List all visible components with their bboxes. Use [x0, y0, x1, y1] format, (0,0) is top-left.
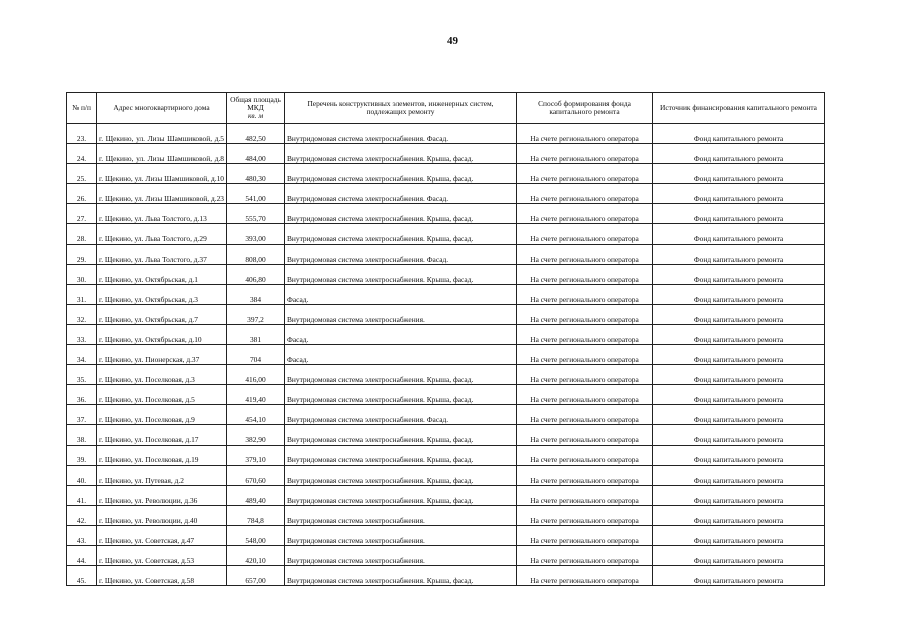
row-source: Фонд капитального ремонта	[653, 485, 825, 505]
row-number: 45.	[67, 566, 97, 586]
row-address: г. Щекино, ул. Поселковая, д.19	[97, 445, 227, 465]
row-address: г. Щекино, ул. Лизы Шамшиковой, д.8	[97, 144, 227, 164]
table-row	[67, 566, 825, 586]
row-source: Фонд капитального ремонта	[653, 204, 825, 224]
row-area: 406,80	[227, 264, 285, 284]
row-area: 784,8	[227, 505, 285, 525]
row-address: г. Щекино, ул. Поселковая, д.17	[97, 425, 227, 445]
row-elements: Внутридомовая система электроснабжения. Крыша, фасад.	[285, 365, 517, 385]
row-elements: Внутридомовая система электроснабжения. Фасад.	[285, 244, 517, 264]
row-method: На счете регионального оператора	[517, 124, 653, 144]
row-source: Фонд капитального ремонта	[653, 405, 825, 425]
row-elements: Фасад.	[285, 345, 517, 365]
row-address: г. Щекино, ул. Октябрьская, д.10	[97, 324, 227, 344]
row-source: Фонд капитального ремонта	[653, 164, 825, 184]
row-method: На счете регионального оператора	[517, 405, 653, 425]
header-address: Адрес многоквартирного дома	[97, 93, 227, 124]
header-area-label: Общая площадь МКД	[230, 94, 281, 112]
row-area: 420,10	[227, 545, 285, 565]
table-row	[67, 304, 825, 324]
table-row	[67, 204, 825, 224]
row-area: 416,00	[227, 365, 285, 385]
row-method: На счете регионального оператора	[517, 385, 653, 405]
row-number: 38.	[67, 425, 97, 445]
table-row	[67, 184, 825, 204]
row-area: 379,10	[227, 445, 285, 465]
table-row	[67, 264, 825, 284]
row-method: На счете регионального оператора	[517, 164, 653, 184]
row-method: На счете регионального оператора	[517, 566, 653, 586]
row-method: На счете регионального оператора	[517, 465, 653, 485]
row-address: г. Щекино, ул. Октябрьская, д.7	[97, 304, 227, 324]
row-number: 31.	[67, 284, 97, 304]
row-method: На счете регионального оператора	[517, 365, 653, 385]
row-area: 419,40	[227, 385, 285, 405]
row-number: 40.	[67, 465, 97, 485]
header-elements: Перечень конструктивных элементов, инженерных систем, подлежащих ремонту	[285, 93, 517, 124]
row-number: 36.	[67, 385, 97, 405]
row-source: Фонд капитального ремонта	[653, 345, 825, 365]
row-elements: Внутридомовая система электроснабжения.	[285, 525, 517, 545]
row-address: г. Щекино, ул. Лизы Шамшиковой, д.5	[97, 124, 227, 144]
table-row	[67, 505, 825, 525]
row-method: На счете регионального оператора	[517, 445, 653, 465]
row-elements: Внутридомовая система электроснабжения.	[285, 545, 517, 565]
table-row	[67, 445, 825, 465]
row-address: г. Щекино, ул. Октябрьская, д.1	[97, 264, 227, 284]
row-method: На счете регионального оператора	[517, 345, 653, 365]
repair-registry-table	[66, 92, 825, 586]
table-row	[67, 465, 825, 485]
row-number: 37.	[67, 405, 97, 425]
row-address: г. Щекино, ул. Советская, д.47	[97, 525, 227, 545]
row-area: 808,00	[227, 244, 285, 264]
row-method: На счете регионального оператора	[517, 144, 653, 164]
row-source: Фонд капитального ремонта	[653, 445, 825, 465]
row-elements: Внутридомовая система электроснабжения.	[285, 505, 517, 525]
row-source: Фонд капитального ремонта	[653, 505, 825, 525]
row-elements: Внутридомовая система электроснабжения. Крыша, фасад.	[285, 264, 517, 284]
row-area: 382,90	[227, 425, 285, 445]
row-address: г. Щекино, ул. Лизы Шамшиковой, д.23	[97, 184, 227, 204]
header-source: Источник финансирования капитального ремонта	[653, 93, 825, 124]
row-method: На счете регионального оператора	[517, 284, 653, 304]
row-number: 29.	[67, 244, 97, 264]
row-area: 555,70	[227, 204, 285, 224]
row-method: На счете регионального оператора	[517, 264, 653, 284]
row-number: 25.	[67, 164, 97, 184]
row-number: 30.	[67, 264, 97, 284]
row-number: 42.	[67, 505, 97, 525]
row-area: 482,50	[227, 124, 285, 144]
row-address: г. Щекино, ул. Революции, д.36	[97, 485, 227, 505]
row-elements: Внутридомовая система электроснабжения. Крыша, фасад.	[285, 144, 517, 164]
row-area: 397,2	[227, 304, 285, 324]
row-source: Фонд капитального ремонта	[653, 124, 825, 144]
row-elements: Внутридомовая система электроснабжения. Крыша, фасад.	[285, 164, 517, 184]
row-number: 24.	[67, 144, 97, 164]
row-elements: Внутридомовая система электроснабжения. Крыша, фасад.	[285, 224, 517, 244]
row-source: Фонд капитального ремонта	[653, 304, 825, 324]
row-source: Фонд капитального ремонта	[653, 385, 825, 405]
row-address: г. Щекино, ул. Поселковая, д.5	[97, 385, 227, 405]
row-number: 44.	[67, 545, 97, 565]
row-area: 541,00	[227, 184, 285, 204]
table-row	[67, 164, 825, 184]
table-row	[67, 124, 825, 144]
table-row	[67, 324, 825, 344]
row-address: г. Щекино, ул. Льва Толстого, д.29	[97, 224, 227, 244]
row-elements: Фасад.	[285, 324, 517, 344]
table-row	[67, 345, 825, 365]
row-number: 41.	[67, 485, 97, 505]
row-address: г. Щекино, ул. Революции, д.40	[97, 505, 227, 525]
row-method: На счете регионального оператора	[517, 545, 653, 565]
row-method: На счете регионального оператора	[517, 184, 653, 204]
page-number: 49	[447, 35, 458, 47]
row-source: Фонд капитального ремонта	[653, 566, 825, 586]
row-number: 28.	[67, 224, 97, 244]
table-row	[67, 385, 825, 405]
row-elements: Внутридомовая система электроснабжения. Фасад.	[285, 124, 517, 144]
row-method: На счете регионального оператора	[517, 485, 653, 505]
row-number: 26.	[67, 184, 97, 204]
header-num: № п/п	[67, 93, 97, 124]
row-elements: Внутридомовая система электроснабжения. Фасад.	[285, 405, 517, 425]
row-method: На счете регионального оператора	[517, 324, 653, 344]
row-number: 34.	[67, 345, 97, 365]
row-method: На счете регионального оператора	[517, 304, 653, 324]
row-area: 454,10	[227, 405, 285, 425]
row-address: г. Щекино, ул. Льва Толстого, д.13	[97, 204, 227, 224]
table-row	[67, 405, 825, 425]
row-address: г. Щекино, ул. Поселковая, д.3	[97, 365, 227, 385]
row-method: На счете регионального оператора	[517, 525, 653, 545]
row-elements: Внутридомовая система электроснабжения.	[285, 304, 517, 324]
row-area: 489,40	[227, 485, 285, 505]
row-elements: Внутридомовая система электроснабжения. Крыша, фасад.	[285, 204, 517, 224]
row-number: 43.	[67, 525, 97, 545]
row-source: Фонд капитального ремонта	[653, 284, 825, 304]
row-area: 670,60	[227, 465, 285, 485]
row-address: г. Щекино, ул. Октябрьская, д.3	[97, 284, 227, 304]
table-header-row	[67, 93, 825, 124]
row-source: Фонд капитального ремонта	[653, 224, 825, 244]
table-row	[67, 365, 825, 385]
row-area: 381	[227, 324, 285, 344]
row-elements: Внутридомовая система электроснабжения. Фасад.	[285, 184, 517, 204]
row-method: На счете регионального оператора	[517, 224, 653, 244]
row-area: 657,00	[227, 566, 285, 586]
row-area: 480,30	[227, 164, 285, 184]
row-source: Фонд капитального ремонта	[653, 264, 825, 284]
row-area: 393,00	[227, 224, 285, 244]
row-address: г. Щекино, ул. Лизы Шамшиковой, д.10	[97, 164, 227, 184]
table-body	[67, 124, 825, 586]
row-number: 27.	[67, 204, 97, 224]
row-address: г. Щекино, ул. Пионерская, д.37	[97, 345, 227, 365]
row-source: Фонд капитального ремонта	[653, 525, 825, 545]
row-area: 484,00	[227, 144, 285, 164]
row-method: На счете регионального оператора	[517, 244, 653, 264]
row-elements: Внутридомовая система электроснабжения. Крыша, фасад.	[285, 445, 517, 465]
table-row	[67, 425, 825, 445]
table-row	[67, 244, 825, 264]
table-row	[67, 485, 825, 505]
row-number: 33.	[67, 324, 97, 344]
row-method: На счете регионального оператора	[517, 505, 653, 525]
row-elements: Внутридомовая система электроснабжения. Крыша, фасад.	[285, 566, 517, 586]
row-source: Фонд капитального ремонта	[653, 244, 825, 264]
row-method: На счете регионального оператора	[517, 204, 653, 224]
table-row	[67, 284, 825, 304]
header-area-unit: кв. м	[247, 111, 264, 121]
row-source: Фонд капитального ремонта	[653, 184, 825, 204]
row-source: Фонд капитального ремонта	[653, 365, 825, 385]
row-elements: Внутридомовая система электроснабжения. Крыша, фасад.	[285, 385, 517, 405]
row-address: г. Щекино, ул. Поселковая, д.9	[97, 405, 227, 425]
header-area	[227, 93, 285, 124]
header-method: Способ формирования фонда капитального ремонта	[517, 93, 653, 124]
row-source: Фонд капитального ремонта	[653, 465, 825, 485]
table-row	[67, 224, 825, 244]
row-source: Фонд капитального ремонта	[653, 144, 825, 164]
row-number: 23.	[67, 124, 97, 144]
row-address: г. Щекино, ул. Советская, д.53	[97, 545, 227, 565]
row-area: 704	[227, 345, 285, 365]
row-source: Фонд капитального ремонта	[653, 324, 825, 344]
table-row	[67, 545, 825, 565]
row-source: Фонд капитального ремонта	[653, 425, 825, 445]
row-address: г. Щекино, ул. Льва Толстого, д.37	[97, 244, 227, 264]
row-address: г. Щекино, ул. Советская, д.58	[97, 566, 227, 586]
row-address: г. Щекино, ул. Путевая, д.2	[97, 465, 227, 485]
row-elements: Фасад.	[285, 284, 517, 304]
table-row	[67, 144, 825, 164]
row-number: 32.	[67, 304, 97, 324]
row-source: Фонд капитального ремонта	[653, 545, 825, 565]
row-elements: Внутридомовая система электроснабжения. Крыша, фасад.	[285, 485, 517, 505]
table-row	[67, 525, 825, 545]
row-number: 39.	[67, 445, 97, 465]
row-elements: Внутридомовая система электроснабжения. Крыша, фасад.	[285, 465, 517, 485]
row-area: 384	[227, 284, 285, 304]
row-number: 35.	[67, 365, 97, 385]
row-method: На счете регионального оператора	[517, 425, 653, 445]
row-area: 548,00	[227, 525, 285, 545]
row-elements: Внутридомовая система электроснабжения. Крыша, фасад.	[285, 425, 517, 445]
